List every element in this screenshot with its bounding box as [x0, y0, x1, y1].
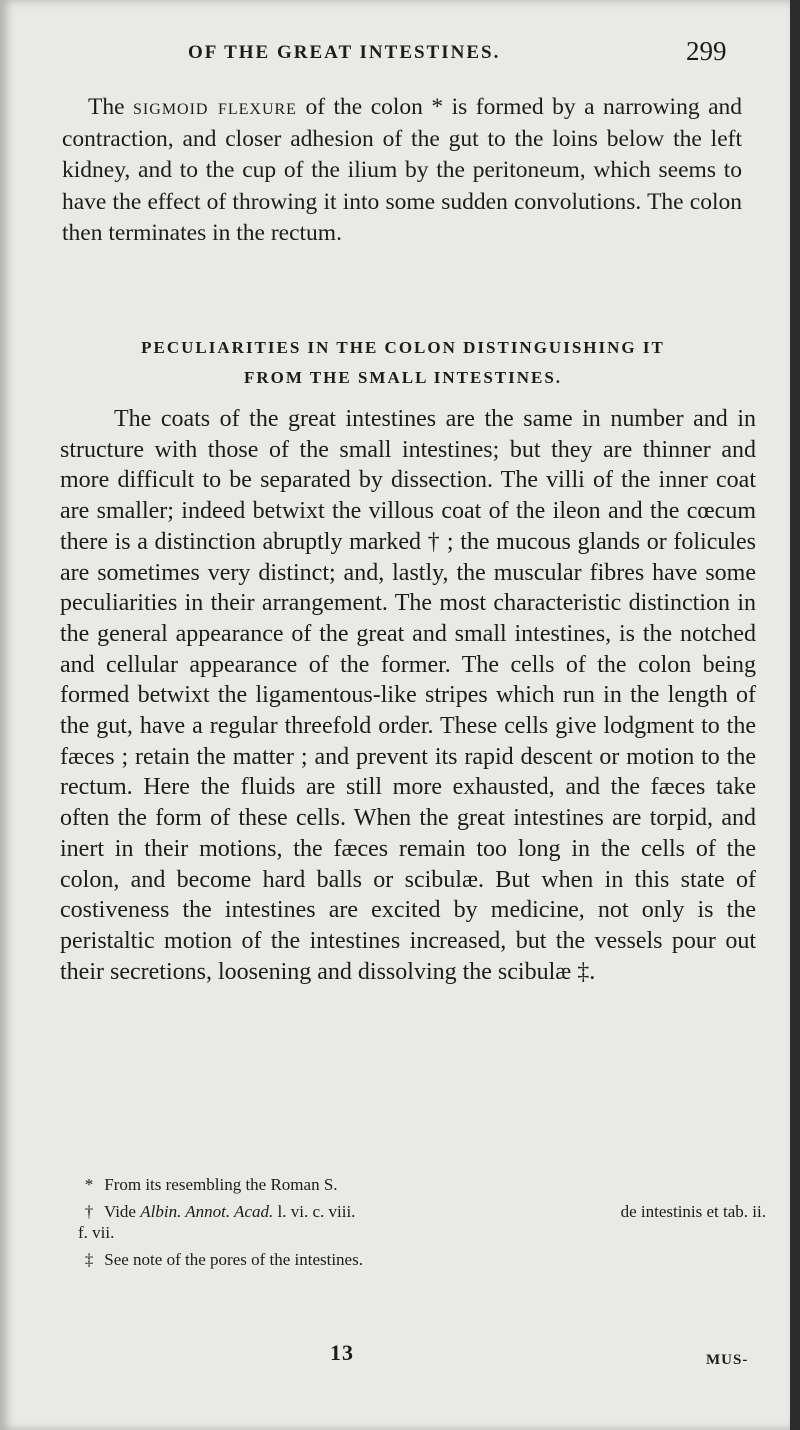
- paragraph2-text: The coats of the great intestines are the same in number and in structure with those of the small intestines; but they are thinner and more difficult to be separated by dissection. The villi of the inner coat are smaller; indeed betwixt the villous coat of the ileon and the cœcum there is a distinction abruptly marked † ; the mucous glands or folicules are sometimes very distinct; and, lastly, the muscular fibres have some peculiarities in their arrangement. The most characteristic distinction in the general appearance of the great and small intestines, is the notched and cellular appearance of the former. The cells of the colon being formed betwixt the ligamentous-like stripes which run in the length of the gut, have a regular threefold order. These cells give lodgment to the fæces ; retain the matter ; and prevent its rapid descent or motion to the rectum. Here the fluids are still more exhausted, and the fæces take often the form of these cells. When the great intestines are torpid, and inert in their motions, the fæces remain too long in the cells of the colon, and become hard balls or scibulæ. But when in this state of costiveness the intestines are excited by medicine, not only is the peristaltic motion of the intestines increased, but the vessels pour out their secretions, loosening and dissolving the scibulæ ‡.: [60, 406, 756, 985]
- footnote-3-mark: ‡: [84, 1250, 94, 1269]
- running-head-title: OF THE GREAT INTESTINES.: [188, 42, 501, 63]
- section-heading-line2: FROM THE SMALL INTESTINES.: [243, 368, 563, 387]
- footnote-1-mark: *: [84, 1175, 94, 1194]
- paragraph1-term: sigmoid flexure: [133, 94, 297, 120]
- catchword: MUS-: [706, 1352, 749, 1368]
- signature-mark: 13: [330, 1340, 354, 1365]
- footnotes: [78, 1174, 766, 1276]
- footnote-2-middle: l. vi. c. viii.: [277, 1202, 356, 1221]
- footnote-1-text: From its resembling the Roman S.: [104, 1175, 338, 1194]
- footnote-2-continuation: f. vii.: [78, 1223, 115, 1242]
- running-head: [0, 36, 800, 76]
- footnote-3: [78, 1249, 758, 1270]
- section-heading-line1: PECULIARITIES IN THE COLON DISTINGUISHING IT: [141, 338, 665, 357]
- page-edge: [790, 0, 800, 1430]
- footnote-2-italic: Albin. Annot. Acad.: [140, 1202, 274, 1221]
- footnote-2-right: de intestinis et tab. ii.: [620, 1202, 766, 1221]
- footnote-2-mark: †: [84, 1202, 94, 1221]
- paragraph-sigmoid-flexure: [62, 92, 742, 250]
- footnote-2-prefix: Vide: [103, 1202, 136, 1221]
- paragraph1-lead: The: [88, 94, 125, 120]
- page-number: 299: [686, 36, 727, 66]
- footnote-1: [78, 1174, 758, 1195]
- paragraph1-text: of the colon * is formed by a narrowing and contraction, and closer adhesion of the gut to the loins below the left kidney, and to the cup of the ilium by the peritoneum, which seems to have the effect of throwing it into some sudden convolutions. The colon then terminates in the rectum.: [62, 94, 742, 247]
- footnote-3-text: See note of the pores of the intestines.: [104, 1250, 363, 1269]
- footnote-2: [78, 1201, 766, 1243]
- paragraph-peculiarities: [60, 404, 756, 987]
